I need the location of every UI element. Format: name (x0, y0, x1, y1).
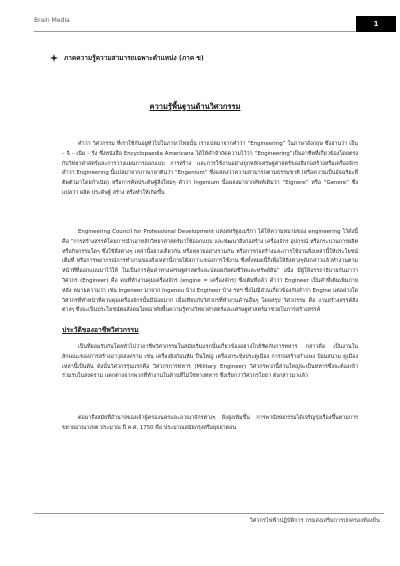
star-bullet-icon (50, 54, 58, 62)
header-divider (34, 31, 356, 32)
footer-divider (34, 513, 384, 514)
paragraph-3: เป็นที่ยอมรับกันโดยทั่วไปว่าอาชีพวิศวกรรมในสมัยเริ่มแรกนั้นเกี่ยวข้องอย่างใกล้ชิดกับการทหาร กล่าวคือ เป็นงานในลักษณะของการสร้างอาวุธสงคราม เช่น เครื่องยิงก้อนหิน ปืนใหญ่ เครื่องกระทุ้งประตูเมือง การก่อสร้างกำแพง ป้อมสนาม คูเมือง เหล่านี้เป็นต้น ดังนั้นวิศวกรรุ่นแรกคือ วิศวกรการทหาร (Military Engineer) วิศวกรพวกนี้ส่วนใหญ่จะเป็นทหารซึ่งจะต้องเข้าร่วมรบในสงคราม แตกต่างจากพวกที่ทำงานในด้านที่ไม่ใช่ทางทหาร ซึ่งเรียกว่าวิศวกรโยธา ดังกล่าวมาแล้ว (62, 344, 358, 380)
section-title: ภาคความรู้ความสามารถเฉพาะตำแหน่ง (ภาค ข) (64, 54, 204, 62)
sub-heading: ประวัติของอาชีพวิศวกรรม (62, 326, 139, 334)
paragraph-1: คำว่า วิศวกรรม ที่เราใช้กันอยู่ทั่วไปในภาษาไทยนั้น เราแปลมาจากคำว่า “Engineering” ในภาษาอังกฤษ ซึ่งอ่านว่า เอ็น – จิ – เนีย – ริ่ง ซึ่งหนังสือ Encyclopaedia Americana ได้ให้คำจำกัดความไว้ว่า “Engineering”เป็นอาชีพที่เกี่ยวข้องโดยตรงกับวิทยาศาสตร์และการวางแผนการออกแบบ การสร้าง และการใช้งานอย่างถูกหลักเศรษฐศาสตร์ของสิ่งก่อสร้างหรือเครื่องจักร คำว่า Engineering นี้แปลมาจากภาษาลาตินว่า “Engenium” ซึ่งแสดงว่าความสามารถตามธรรมชาติ (หรือความเป็นอัจฉริยะที่ติดตัวมาโดยกำเนิด) หรือการคิดประดิษฐ์สิ่งใหม่ๆ คำว่า Ingenium นี้แผลงมาจากศัพท์เดิมว่า “Eignere” หรือ “Genere” ซึ่งแปลว่า ผลิต ประดิษฐ์ สร้าง หรือทำให้เกิดขึ้น (62, 141, 358, 196)
paragraph-2: Engineering Council for Professional Development แห่งสหรัฐอเมริกา ได้ให้ความหมายของ engineering ไว้ดังนี้คือ “การสร้างสรรค์โดยการนำเอาหลักวิทยาศาสตร์มาใช้ออกแบบ และพัฒนาสิ่งก่อสร้าง เครื่องจักร อุปกรณ์ หรือกระบวนการผลิต หรือกิจกรรมใดๆ ซึ่งใช้สิ่งต่างๆ เหล่านี้อย่างเดียวกัน หรือหลายอย่างรวมกัน หรือการก่อสร้างและการใช้งานสิ่งเหล่านี้ให้ประโยชน์เต็มที่ หรือการพยากรณ์การทำงานของสิ่งเหล่านี้ภายใต้สภาวะของการใช้งาน ซึ่งทั้งหมดนี้ก็เพื่อให้สิ่งต่างๆดังกล่าวแล้วทำงานตามหน้าที่ที่ออกแบบมาไว้ให้ ในเป็นการคุ้มค่าทางเศรษฐศาสตร์และปลอดภัยต่อชีวิตและทรัพย์สิน” อนึ่ง มีผู้ให้อรรถาธิบายกันมาว่า วิศวกร (Engineer) คือ คนที่ทำงานคุมเครื่องจักร (engine = เครื่องจักร) ซึ่งเติมที่แล้ว คำว่า Engineer เป็นคำที่เติมเพิ่มภายหลัง หมายความว่า เช่น Ingeneer มาจาก Ingeneu บ้าง Engineor บ้าง ฯลฯ ซึ่งไม่มีส่วนเกี่ยวข้องกับคำว่า Engine แต่อย่างใด วิศวกรที่ทำหน้าที่ควบคุมเครื่องจักรนั้นมีน้อยมาก เมื่อเทียบกับวิศวกรที่ทำงานด้านอื่นๆ โดยสรุป วิศวกรรม คือ งานสร้างสรรค์สิ่งต่างๆ ซึ่งจะเป็นประโยชน์ต่อสังคมโดยอาศัยพื้นความรู้ทางวิทยาศาสตร์และเศรษฐศาสตร์มาช่วยในการสร้างสรรค์ (62, 229, 358, 314)
paragraph-4: ต่อมาถึงสมัยที่อำนาจของเจ้าผู้ครองนครและอาณาจักรต่างๆ ยิ่งสูงเพิ่มขึ้น การพาณิชยกรรมได้เจริญรุ่งเรืองขึ้นตามการขยายอาณาเขต ประมาณ ปี ค.ศ. 1750 คือ ประมาณสมัยกรุงศรีอยุธยาตอน (62, 415, 358, 431)
section-title-row (50, 53, 204, 63)
page-heading: ความรู้พื้นฐานด้านวิศวกรรม (149, 102, 241, 111)
footer-text: วิศวกรไฟฟ้าปฏิบัติการ กรมส่งเสริมการปกครองท้องถิ่น (249, 518, 380, 524)
page-number-badge: 1 (356, 16, 396, 32)
header-brand: Brain Media (34, 17, 70, 24)
